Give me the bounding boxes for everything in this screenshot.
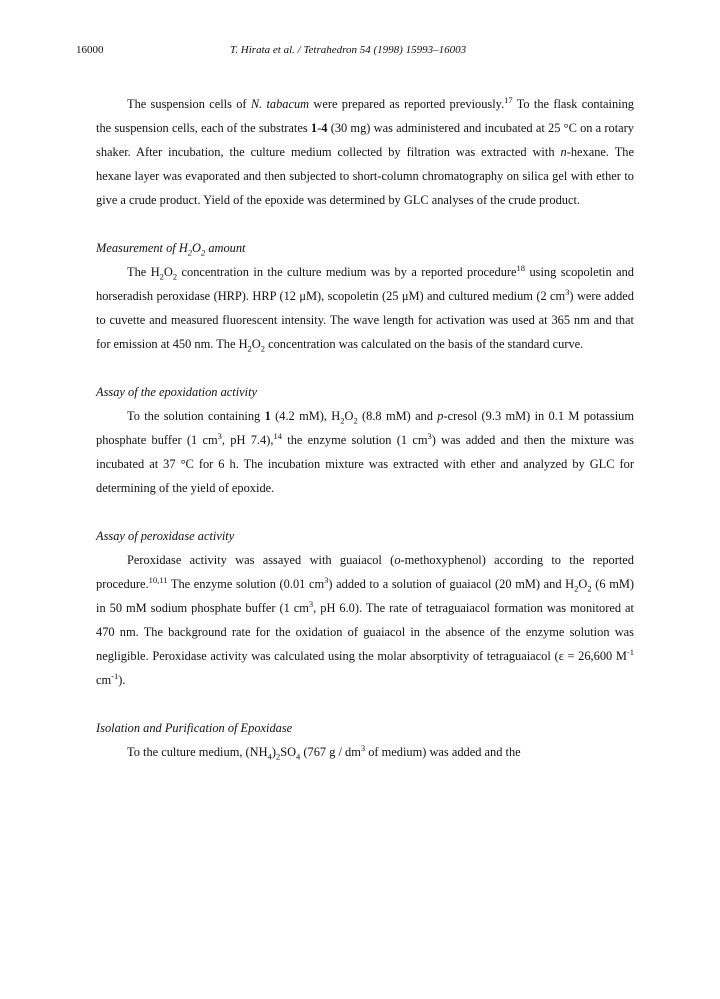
- paragraph-epoxidase-isolation: To the culture medium, $(NH_4)_2SO_4$ (767 g / $dm^3$ of medium) was added and the: [127, 742, 521, 762]
- running-title: T. Hirata et al. / Tetrahedron 54 (1998) 15993–16003: [230, 44, 467, 56]
- paragraph-h2o2-measurement: The $H_2O_2$ concentration in the culture medium was by a reported procedure$^{18}$ using scopoletin and horseradish peroxidase (HRP). HRP (12 μM), scopoletin (25 μM) and cultured medium (2 $cm^3$) were added to cuvette and measured fluorescent intensity. The wave length for activation was used at 365 nm and that for emission at 450 nm. The $H_2O_2$ concentration was calculated on the basis of the standard curve.: [96, 262, 634, 354]
- section-title-epoxidase-isolation: Isolation and Purification of Epoxidase: [96, 721, 293, 735]
- paragraph-suspension-cells: The suspension cells of N. tabacum were prepared as reported previously.$^{17}$ To the flask containing the suspension cells, each of the substrates 1-4 (30 mg) was administered and incubated at 25 °C on a rotary shaker. After incubation, the culture medium collected by filtration was extracted with n-hexane. The hexane layer was evaporated and then subjected to short-column chromatography on silica gel with ether to give a crude product. Yield of the epoxide was determined by GLC analyses of the crude product.: [96, 94, 634, 207]
- page-header: [76, 42, 636, 58]
- paragraph-epoxidation-assay: To the solution containing 1 (4.2 mM), $H_2O_2$ (8.8 mM) and p-cresol (9.3 mM) in 0.1 M potassium phosphate buffer (1 $cm^3$, pH 7.4),$^{14}$ the enzyme solution (1 $cm^3$) was added and then the mixture was incubated at 37 °C for 6 h. The incubation mixture was extracted with ether and analyzed by GLC for determining of the yield of epoxide.: [96, 409, 634, 495]
- article-body: [96, 92, 634, 764]
- section-title-epoxidation-assay: Assay of the epoxidation activity: [96, 385, 258, 399]
- paragraph-peroxidase-assay: Peroxidase activity was assayed with guaiacol (o-methoxyphenol) according to the reported procedure.$^{10,11}$ The enzyme solution (0.01 $cm^3$) added to a solution of guaiacol (20 mM) and $H_2O_2$ (6 mM) in 50 mM sodium phosphate buffer (1 $cm^3$, pH 6.0). The rate of tetraguaiacol formation was monitored at 470 nm. The background rate for the oxidation of guaiacol in the absence of the enzyme solution was negligible. Peroxidase activity was calculated using the molar absorptivity of tetraguaiacol (ε = 26,600 $M^{-1}$ $cm^{-1}$).: [96, 553, 634, 687]
- section-title-peroxidase-assay: Assay of peroxidase activity: [96, 529, 235, 543]
- page-number: 16000: [76, 44, 104, 56]
- section-title-h2o2-measurement: Measurement of $H_2O_2$ amount: [96, 241, 246, 258]
